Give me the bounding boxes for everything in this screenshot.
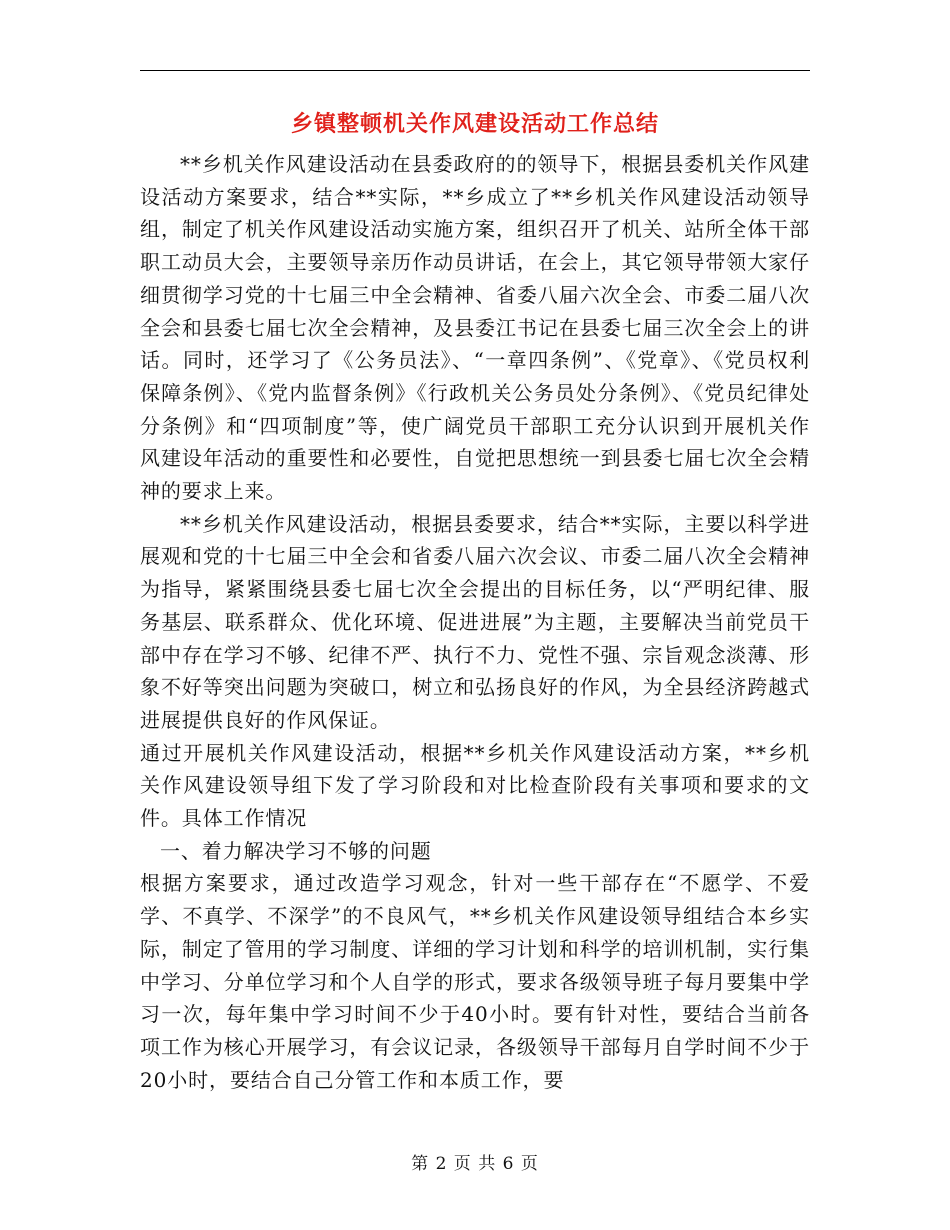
paragraph-4: 根据方案要求，通过改造学习观念，针对一些干部存在“不愿学、不爱学、不真学、不深学”的不良风气，**乡机关作风建设领导组结合本乡实际，制定了管用的学习制度、详细的学习计划和科学的培训机制，实行集中学习、分单位学习和个人自学的形式，要求各级领导班子每月要集中学习一次，每年集中学习时间不少于40小时。要有针对性，要结合当前各项工作为核心开展学习，有会议记录，各级领导干部每月自学时间不少于20小时，要结合自己分管工作和本质工作，要: [140, 871, 810, 1092]
document-body: [140, 148, 810, 1096]
paragraph-1: **乡机关作风建设活动在县委政府的的领导下，根据县委机关作风建设活动方案要求，结合**实际，**乡成立了**乡机关作风建设活动领导组，制定了机关作风建设活动实施方案，组织召开了机关、站所全体干部职工动员大会，主要领导亲历作动员讲话，在会上，其它领导带领大家仔细贯彻学习党的十七届三中全会精神、省委八届六次全会、市委二届八次全会和县委七届七次全会精神，及县委江书记在县委七届三次全会上的讲话。同时，还学习了《公务员法》、“一章四条例”、《党章》、《党员权利保障条例》、《党内监督条例》《行政机关公务员处分条例》、《党员纪律处分条例》和“四项制度”等，使广阔党员干部职工充分认识到开展机关作风建设年活动的重要性和必要性，自觉把思想统一到县委七届七次全会精神的要求上来。: [140, 152, 810, 504]
header-rule: [140, 70, 810, 71]
paragraph-3: 通过开展机关作风建设活动，根据**乡机关作风建设活动方案，**乡机关作风建设领导组下发了学习阶段和对比检查阶段有关事项和要求的文件。具体工作情况: [140, 740, 810, 831]
paragraph-2: **乡机关作风建设活动，根据县委要求，结合**实际，主要以科学进展观和党的十七届三中全会和省委八届六次会议、市委二届八次全会精神为指导，紧紧围绕县委七届七次全会提出的目标任务，以“严明纪律、服务基层、联系群众、优化环境、促进进展”为主题，主要解决当前党员干部中存在学习不够、纪律不严、执行不力、党性不强、宗旨观念淡薄、形象不好等突出问题为突破口，树立和弘扬良好的作风，为全县经济跨越式进展提供良好的作风保证。: [140, 511, 810, 732]
document-title: 乡镇整顿机关作风建设活动工作总结: [290, 111, 659, 137]
section-heading: 一、着力解决学习不够的问题: [160, 838, 432, 863]
page-footer: 第 2 页 共 6 页: [411, 1154, 539, 1174]
